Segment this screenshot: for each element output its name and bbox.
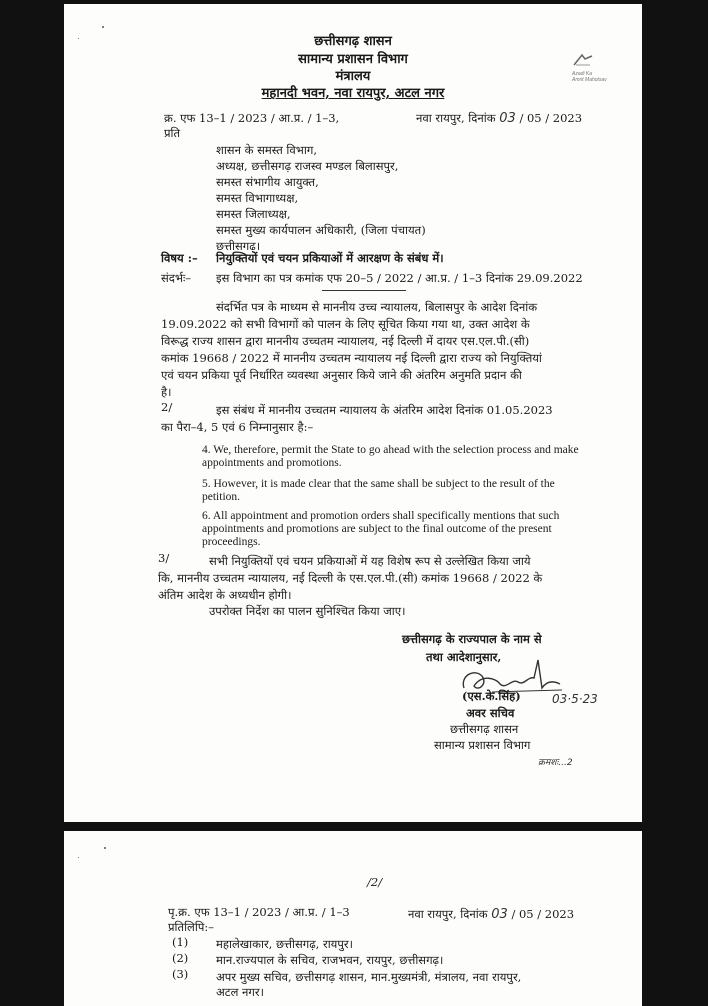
recipient-item: समस्त जिलाध्यक्ष, <box>216 207 291 221</box>
subject-text: नियुक्तियों एवं चयन प्रकियाओं में आरक्षण के संबंध में। <box>216 251 444 265</box>
logo-text-line1: Azadi Ka <box>572 71 593 77</box>
subject-label: विषय :– <box>161 251 198 265</box>
para3-line: सभी नियुक्तियों एवं चयन प्रकियाओं में यह विशेष रूप से उल्लेखित किया जाये <box>209 554 531 568</box>
azadi-logo <box>572 52 634 84</box>
letter-date <box>416 111 582 126</box>
signature-order: तथा आदेशानुसार, <box>426 650 502 664</box>
copy-item-number: (1) <box>172 935 189 949</box>
copy-letter-date <box>408 907 574 922</box>
copy-item-text: महालेखाकार, छत्तीसगढ़, रायपुर। <box>216 937 353 951</box>
para1-line: संदर्भित पत्र के माध्यम से माननीय उच्च न्यायालय, बिलासपुर के आदेश दिनांक <box>216 300 538 314</box>
copy-item-text-continued: अटल नगर। <box>216 985 264 999</box>
signatory-department: सामान्य प्रशासन विभाग <box>434 738 531 752</box>
recipient-item: अध्यक्ष, छत्तीसगढ़ राजस्व मण्डल बिलासपुर, <box>216 159 399 173</box>
document-page-2 <box>64 831 642 1006</box>
para1-line: है। <box>161 385 172 399</box>
para3-line: अंतिम आदेश के अध्यधीन होगी। <box>158 588 292 602</box>
signatory-designation: अवर सचिव <box>466 706 515 720</box>
copy-item-text: अपर मुख्य सचिव, छत्तीसगढ़ शासन, मान.मुख्यमंत्री, मंत्रालय, नवा रायपुर, <box>216 970 522 984</box>
quote-para-5: 5. However, it is made clear that the same shall be subject to the result of the petition. <box>202 478 555 503</box>
signature-authority: छत्तीसगढ़ के राज्यपाल के नाम से <box>402 632 542 646</box>
scan-speck <box>102 26 104 28</box>
scan-speck <box>78 857 79 858</box>
recipient-list <box>216 142 426 254</box>
para1-line: एवं चयन प्रकिया पूर्व निर्धारित व्यवस्था अनुसार किये जाने की अंतरिम अनुमति प्रदान की <box>161 368 522 382</box>
prati-label: प्रति <box>164 126 181 140</box>
para3-line: कि, माननीय उच्चतम न्यायालय, नई दिल्ली के एस.एल.पी.(सी) कमांक 19668 / 2022 के <box>158 571 543 585</box>
recipient-item: समस्त मुख्य कार्यपालन अधिकारी, (जिला पंचायत) <box>216 223 426 237</box>
document-page-1 <box>64 4 642 822</box>
logo-text-line2: Amrit Mahotsav <box>572 77 607 83</box>
signature-date-handwritten: 03·5·23 <box>552 692 598 706</box>
para1-line: विरूद्ध राज्य शासन द्वारा माननीय उच्चतम न्यायालय, नई दिल्ली में दायर एस.एल.पी.(सी) <box>161 334 530 348</box>
quote-para-4: 4. We, therefore, permit the State to go ahead with the selection process and make appointments and promotions. <box>202 444 579 469</box>
header-ministry: मंत्रालय <box>335 69 371 84</box>
header-government: छत्तीसगढ़ शासन <box>314 34 392 49</box>
letter-number: क्र. एफ 13–1 / 2023 / आ.प्र. / 1–3, <box>164 111 340 125</box>
recipient-item: छत्तीसगढ़। <box>216 239 261 253</box>
para2-number: 2/ <box>161 400 173 414</box>
para2-line: का पैरा–4, 5 एवं 6 निम्नानुसार है:– <box>161 420 314 434</box>
para1-line: 19.09.2022 को सभी विभागों को पालन के लिए सूचित किया गया था, उक्त आदेश के <box>161 317 530 331</box>
place-date-label: नवा रायपुर, दिनांक <box>408 907 488 921</box>
scan-speck <box>104 847 106 849</box>
reference-underline <box>322 290 406 291</box>
recipient-item: समस्त विभागाध्यक्ष, <box>216 191 299 205</box>
closing-line: उपरोक्त निर्देश का पालन सुनिश्चित किया जाए। <box>209 604 406 618</box>
copy-item-number: (3) <box>172 967 189 981</box>
logo-mark-icon <box>572 53 594 67</box>
para1-line: कमांक 19668 / 2022 में माननीय उच्चतम न्यायालय नई दिल्ली द्वारा राज्य को नियुक्तियां <box>161 351 542 365</box>
recipient-item: शासन के समस्त विभाग, <box>216 143 317 157</box>
recipient-item: समस्त संभागीय आयुक्त, <box>216 175 319 189</box>
date-rest: / 05 / 2023 <box>519 111 583 125</box>
header-address: महानदी भवन, नवा रायपुर, अटल नगर <box>261 86 445 101</box>
reference-label: संदर्भः– <box>161 271 192 285</box>
para2-line: इस संबंध में माननीय उच्चतम न्यायालय के अंतरिम आदेश दिनांक 01.05.2023 <box>216 403 553 417</box>
copy-label: प्रतिलिपि:– <box>168 920 214 934</box>
place-date-label: नवा रायपुर, दिनांक <box>416 111 496 125</box>
para3-number: 3/ <box>158 551 170 565</box>
header-department: सामान्य प्रशासन विभाग <box>298 52 408 67</box>
signatory-name: (एस.के.सिंह) <box>462 689 521 703</box>
quote-para-6: 6. All appointment and promotion orders shall specifically mentions that such appointments and promotions are subject to the final outcome of the present proceedings. <box>202 510 560 548</box>
signatory-government: छत्तीसगढ़ शासन <box>450 722 519 736</box>
continued-marker: क्रमशः...2 <box>538 758 573 768</box>
page-number: /2/ <box>367 875 383 889</box>
copy-item-text: मान.राज्यपाल के सचिव, राजभवन, रायपुर, छत्तीसगढ़। <box>216 953 444 967</box>
copy-letter-number: पृ.क्र. एफ 13–1 / 2023 / आ.प्र. / 1–3 <box>168 905 350 919</box>
date-day-handwritten: 03 <box>491 907 508 922</box>
date-day-handwritten: 03 <box>499 111 516 126</box>
copy-item-number: (2) <box>172 951 189 965</box>
date-rest: / 05 / 2023 <box>511 907 575 921</box>
reference-text: इस विभाग का पत्र कमांक एफ 20–5 / 2022 / आ.प्र. / 1–3 दिनांक 29.09.2022 <box>216 271 583 285</box>
